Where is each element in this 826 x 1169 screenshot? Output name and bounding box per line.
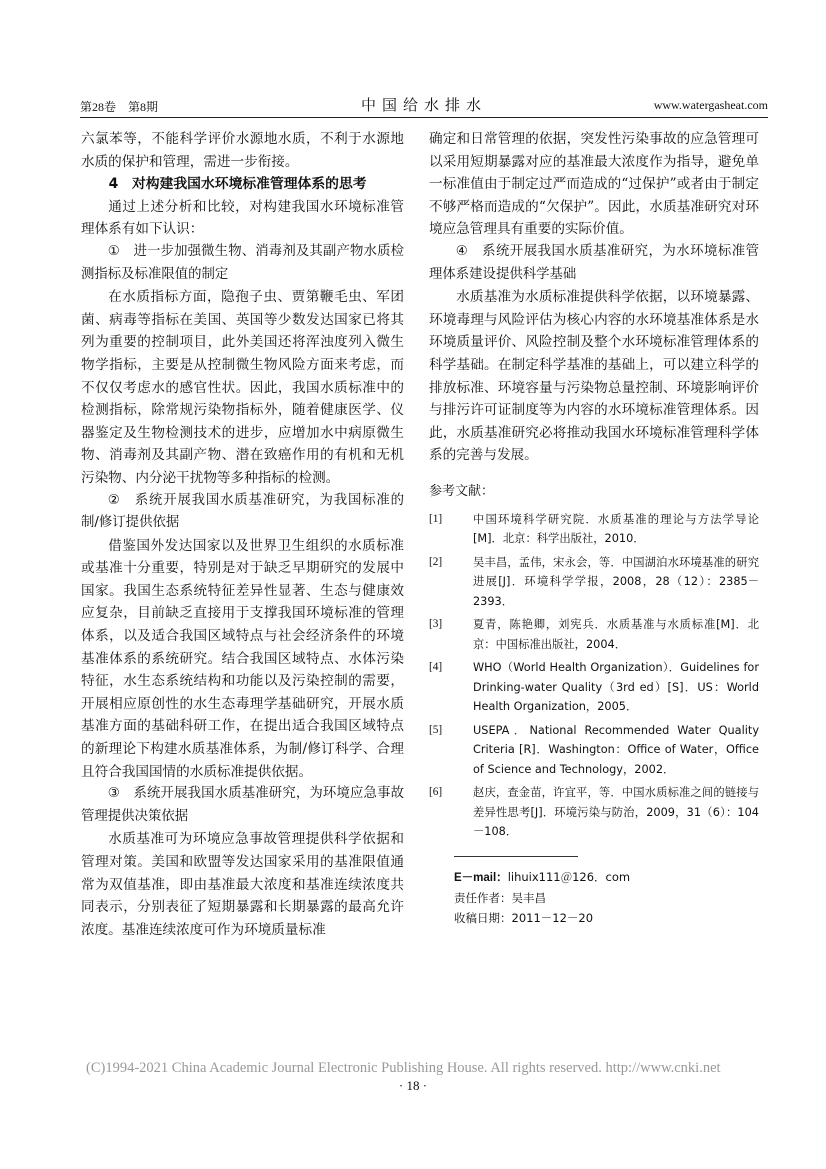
email-label: E－mail： xyxy=(454,871,508,884)
reference-text: 吴丰昌，孟伟，宋永会，等．中国湖泊水环境基准的研究进展[J]．环境科学学报，2008，28（12）：2385－2393． xyxy=(473,555,759,608)
references-title: 参考文献： xyxy=(429,483,495,499)
item-3-body: 水质基准可为环境应急事故管理提供科学依据和管理对策。美国和欧盟等发达国家采用的基准限值通常为双值基准，即由基准最大浓度和基准连续浓度共同表示，分别表征了短期暴露和长期暴露的最高允许浓度。基准连续浓度可作为环境质量标准 xyxy=(81,831,404,938)
item-2-body: 借鉴国外发达国家以及世界卫生组织的水质标准或基准十分重要，特别是对于缺乏早期研究的发展中国家。我国生态系统特征差异性显著、生态与健康效应复杂，目前缺乏直接用于支撑我国环境标准的管理体系，以及适合我国区域特点与社会经济条件的环境基准体系的系统研究。结合我国区域特点、水体污染特征，水生态系统结构和功能以及污染控制的需要，开展相应原创性的水生态毒理学基础研究，开展水质基准方面的基础科研工作，在提出适合我国区域特点的新理论下构建水质基准体系，为制/修订科学、合理且符合我国国情的水质标准提供依据。 xyxy=(81,537,404,780)
running-header xyxy=(80,94,768,116)
received-date: 收稿日期：2011－12－20 xyxy=(454,910,594,925)
item-4-title: ④ 系统开展我国水质基准研究，为水环境标准管理体系建设提供科学基础 xyxy=(429,243,759,282)
copyright-watermark: (C)1994-2021 China Academic Journal Electronic Publishing House. All rights reserved. http://www.cnki.net xyxy=(86,1060,721,1076)
author-email xyxy=(429,867,759,888)
reference-list xyxy=(429,510,759,842)
item-3-title: ③ 系统开展我国水质基准研究，为环境应急事故管理提供决策依据 xyxy=(81,786,404,824)
reference-text: WHO（World Health Organization）．Guidelines for Drinking-water Quality（3rd ed）[S]．US：World Health Organization，2005． xyxy=(473,661,759,713)
footnote-rule xyxy=(454,856,578,857)
corresponding-author: 责任作者：吴丰昌 xyxy=(454,890,546,905)
reference-number: [3] xyxy=(429,618,443,630)
reference-number: [6] xyxy=(429,786,443,798)
reference-item xyxy=(429,615,759,654)
reference-number: [1] xyxy=(429,512,443,525)
reference-text: USEPA．National Recommended Water Quality Criteria [R]．Washington：Office of Water，Office of Science and Technology，2002． xyxy=(473,723,759,776)
header-rule xyxy=(80,117,768,118)
section-heading: 4 对构建我国水环境标准管理体系的思考 xyxy=(108,176,367,193)
email-address: lihuix111＠126．com xyxy=(507,869,631,884)
right-column xyxy=(429,128,759,928)
reference-item xyxy=(429,553,759,612)
reference-text: 赵庆，查金苗，许宜平，等．中国水质标准之间的链接与差异性思考[J]．环境污染与防治，2009，31（6）：104－108． xyxy=(473,786,759,838)
volume-issue: 第28卷 第8期 xyxy=(80,100,159,114)
reference-item xyxy=(429,658,759,717)
reference-item xyxy=(429,510,759,549)
item-1-body: 在水质指标方面，隐孢子虫、贾第鞭毛虫、军团菌、病毒等指标在美国、英国等少数发达国家已将其列为重要的控制项目，此外美国还将浑浊度列入微生物学指标，主要是从控制微生物风险方面来考虑，而不仅仅考虑水的感官性状。因此，我国水质标准中的检测指标，除常规污染物指标外，随着健康医学、仪器鉴定及生物检测技术的进步，应增加水中病原微生物、消毒剂及其副产物、潜在致癌作用的有机和无机污染物、内分泌干扰物等多种指标的检测。 xyxy=(81,289,404,486)
reference-text: 夏青，陈艳卿，刘宪兵．水质基准与水质标准[M]．北京：中国标准出版社，2004． xyxy=(473,618,759,651)
reference-number: [4] xyxy=(429,661,443,673)
reference-number: [5] xyxy=(429,723,443,736)
intro-paragraph: 六氯苯等，不能科学评价水源地水质，不利于水源地水质的保护和管理，需进一步衔接。 xyxy=(81,131,404,170)
reference-number: [2] xyxy=(429,555,443,568)
lead-paragraph: 通过上述分析和比较，对构建我国水环境标准管理体系有如下认识： xyxy=(81,198,404,238)
continued-paragraph: 确定和日常管理的依据，突发性污染事故的应急管理可以采用短期暴露对应的基准最大浓度作为指导，避免单一标准值由于制定过严而造成的“过保护”或者由于制定不够严格而造成的“欠保护”。因此，水质基准研究对环境应急管理具有重要的实际价值。 xyxy=(429,131,759,238)
reference-item xyxy=(429,783,759,842)
journal-website: www.watergasheat.com xyxy=(653,98,768,112)
item-2-title: ② 系统开展我国水质基准研究，为我国标准的制/修订提供依据 xyxy=(81,492,404,531)
left-column xyxy=(81,128,404,941)
item-1-title: ① 进一步加强微生物、消毒剂及其副产物水质检测指标及标准限值的制定 xyxy=(81,243,404,282)
reference-text: 中国环境科学研究院．水质基准的理论与方法学导论[M]．北京：科学出版社，2010． xyxy=(473,512,759,545)
page-number: · 18 · xyxy=(398,1078,428,1093)
journal-name: 中国给水排水 xyxy=(360,96,487,114)
reference-item xyxy=(429,721,759,780)
item-4-body: 水质基准为水质标准提供科学依据，以环境暴露、环境毒理与风险评估为核心内容的水环境基准体系是水环境质量评价、风险控制及整个水环境标准管理体系的科学基础。在制定科学基准的基础上，可以建立科学的排放标准、环境容量与污染物总量控制、环境影响评价与排污许可证制度等为内容的水环境标准管理体系。因此，水质基准研究必将推动我国水环境标准管理科学体系的完善与发展。 xyxy=(429,289,759,464)
